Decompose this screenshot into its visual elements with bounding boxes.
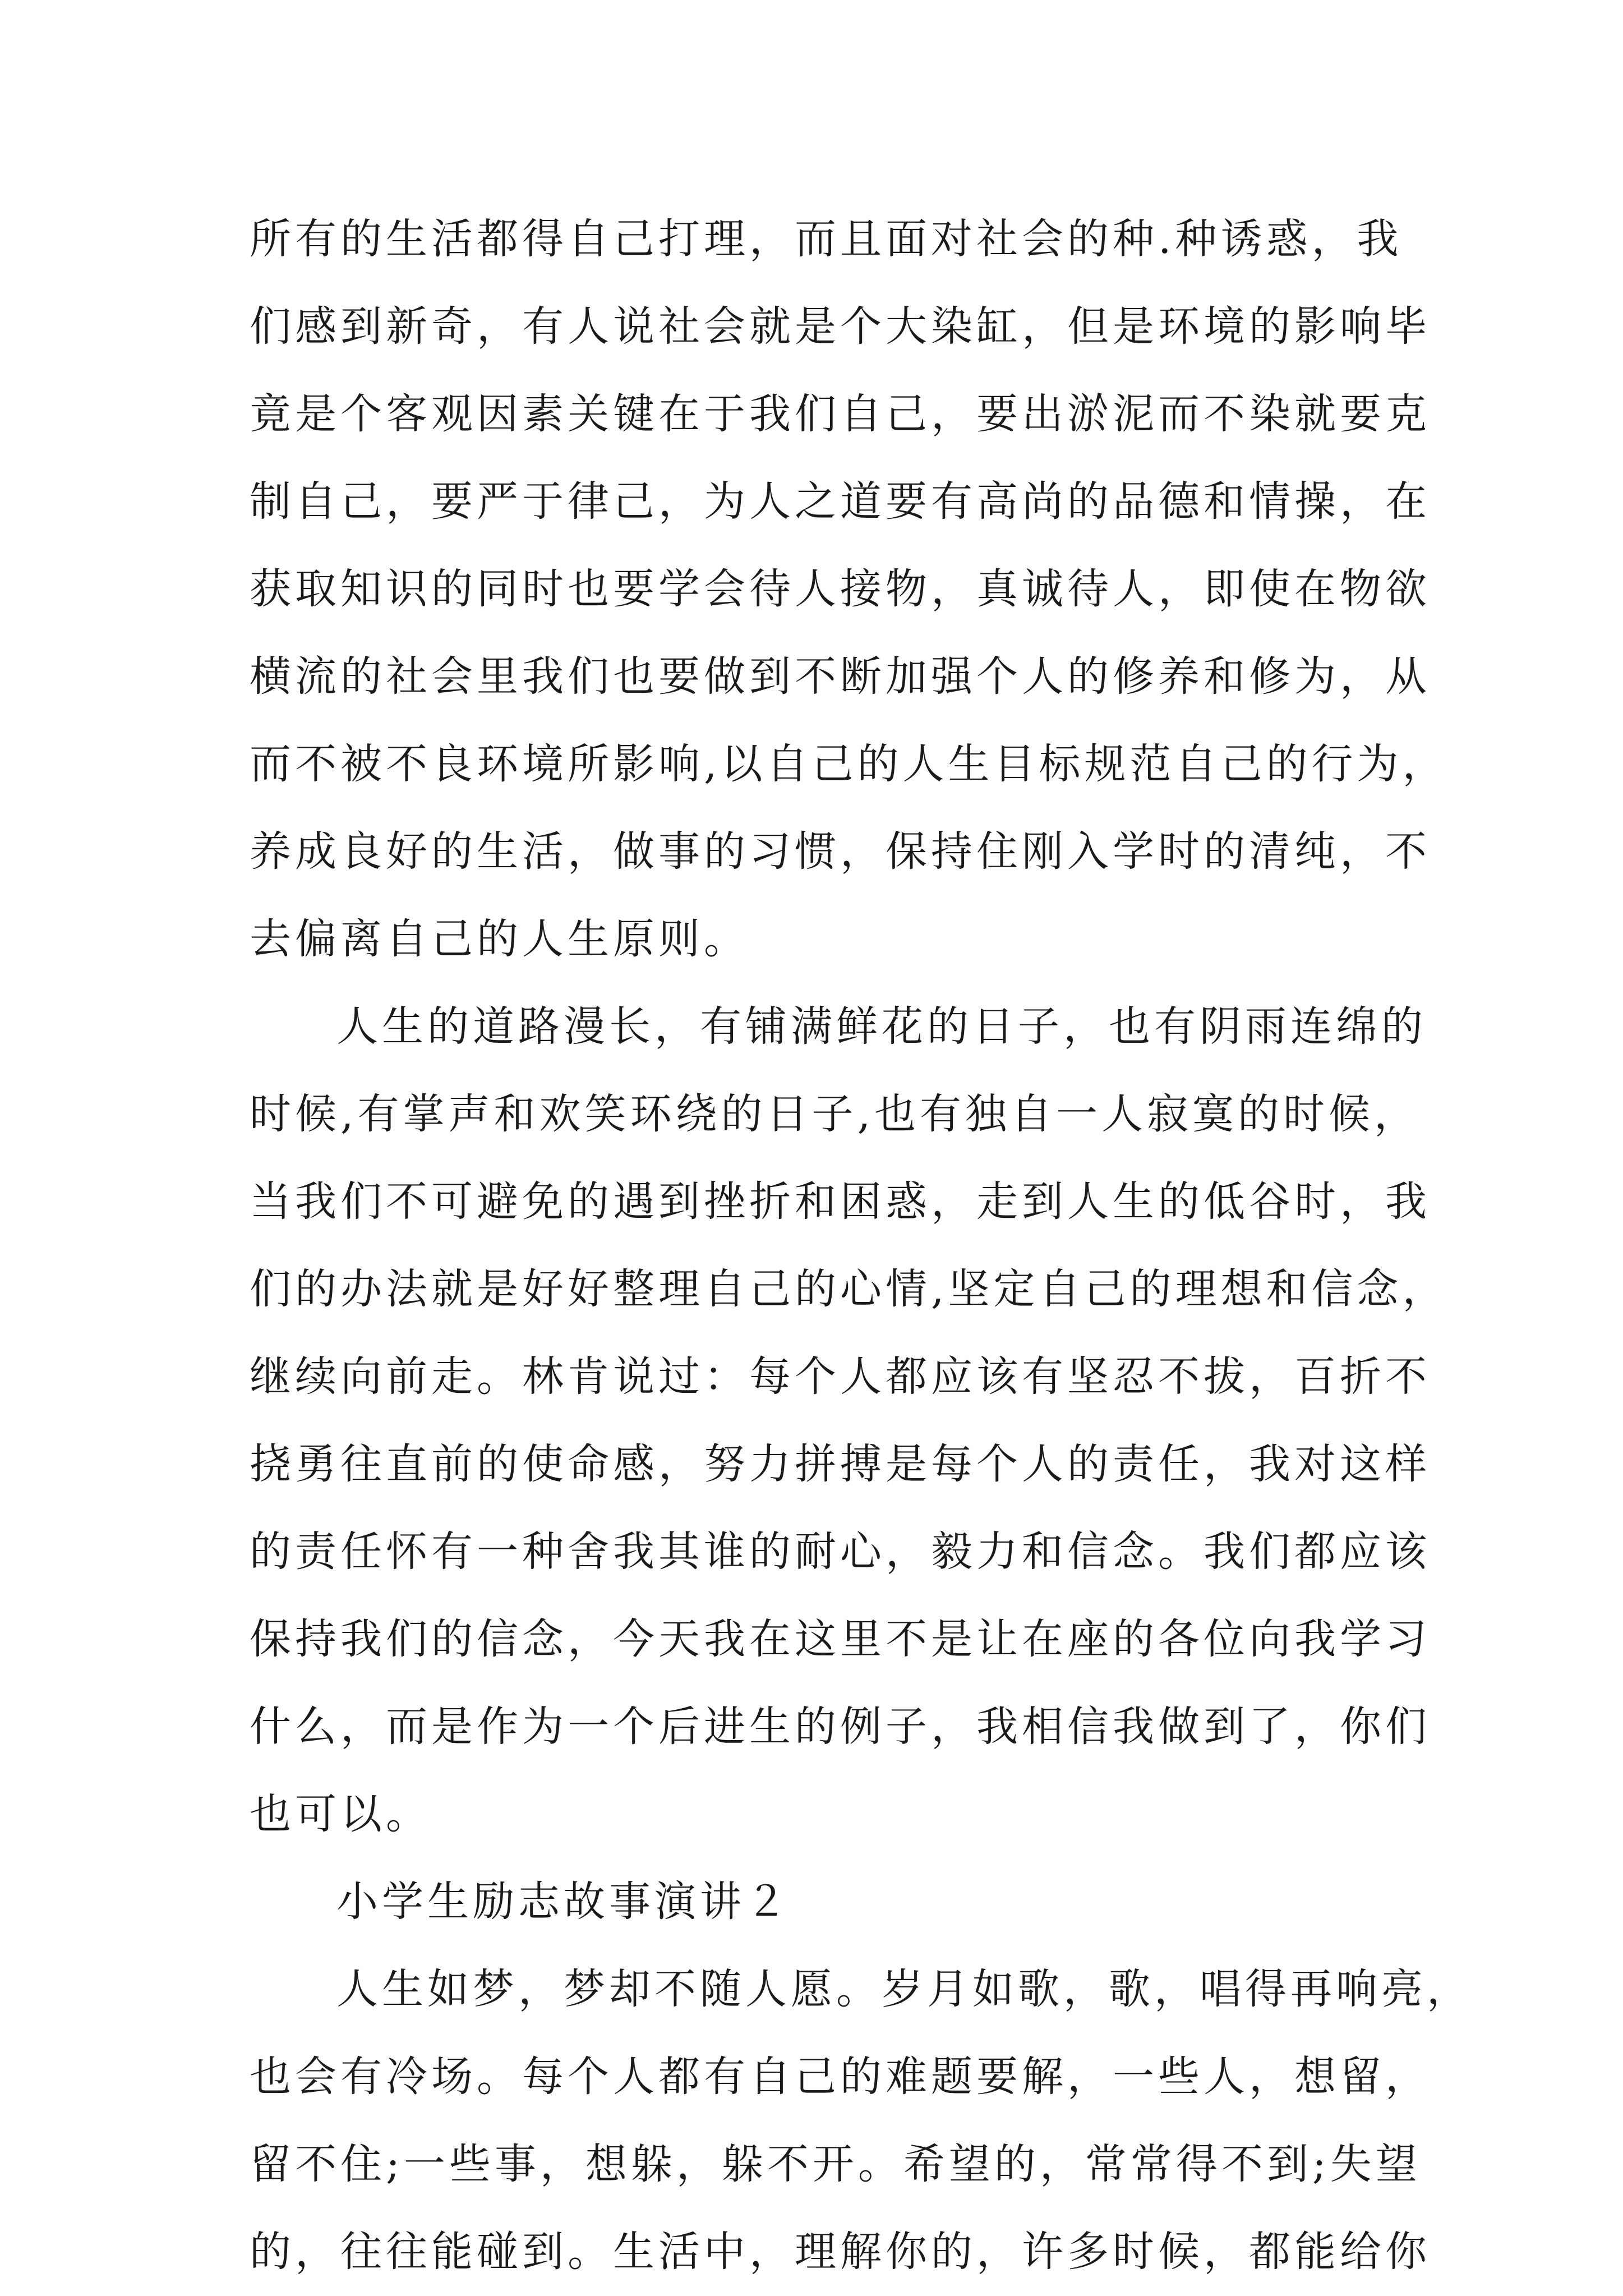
text-line: 留不住;一些事，想躲，躲不开。希望的，常常得不到;失望 <box>250 2140 1421 2188</box>
text-line: 们感到新奇，有人说社会就是个大染缸，但是环境的影响毕 <box>250 302 1431 351</box>
text-line: 去偏离自己的人生原则。 <box>250 915 749 963</box>
text-line: 的，往往能碰到。生活中，理解你的，许多时候，都能给你 <box>250 2228 1431 2276</box>
text-line: 横流的社会里我们也要做到不断加强个人的修养和修为，从 <box>250 652 1431 701</box>
paragraph-first-line: 人生的道路漫长，有铺满鲜花的日子，也有阴雨连绵的 <box>336 1002 1427 1051</box>
text-line: 制自己，要严于律己，为人之道要有高尚的品德和情操，在 <box>250 477 1431 526</box>
text-line: 也可以。 <box>250 1790 431 1838</box>
text-line: 当我们不可避免的遇到挫折和困惑，走到人生的低谷时，我 <box>250 1177 1431 1226</box>
text-line: 获取知识的同时也要学会待人接物，真诚待人，即使在物欲 <box>250 565 1431 613</box>
text-line: 养成良好的生活，做事的习惯，保持住刚入学时的清纯，不 <box>250 827 1431 876</box>
text-line: 竟是个客观因素关键在于我们自己，要出淤泥而不染就要克 <box>250 390 1431 438</box>
text-line: 的责任怀有一种舍我其谁的耐心，毅力和信念。我们都应该 <box>250 1527 1431 1576</box>
section-heading: 小学生励志故事演讲２ <box>336 1878 791 1926</box>
text-line: 也会有冷场。每个人都有自己的难题要解，一些人，想留， <box>250 2053 1431 2101</box>
text-line: 时候,有掌声和欢笑环绕的日子,也有独自一人寂寞的时候， <box>250 1090 1420 1138</box>
text-line: 什么，而是作为一个后进生的例子，我相信我做到了，你们 <box>250 1703 1431 1751</box>
text-line: 继续向前走。林肯说过：每个人都应该有坚忍不拔，百折不 <box>250 1352 1431 1401</box>
text-line: 保持我们的信念，今天我在这里不是让在座的各位向我学习 <box>250 1615 1431 1663</box>
paragraph-first-line: 人生如梦，梦却不随人愿。岁月如歌，歌，唱得再响亮， <box>336 1965 1472 2013</box>
text-line: 所有的生活都得自己打理，而且面对社会的种.种诱惑，我 <box>250 215 1403 263</box>
document-body <box>250 195 1472 2295</box>
text-line: 们的办法就是好好整理自己的心情,坚定自己的理想和信念， <box>250 1265 1448 1313</box>
text-line: 挠勇往直前的使命感，努力拼搏是每个人的责任，我对这样 <box>250 1440 1431 1488</box>
text-line: 而不被不良环境所影响,以自己的人生目标规范自己的行为， <box>250 740 1448 788</box>
